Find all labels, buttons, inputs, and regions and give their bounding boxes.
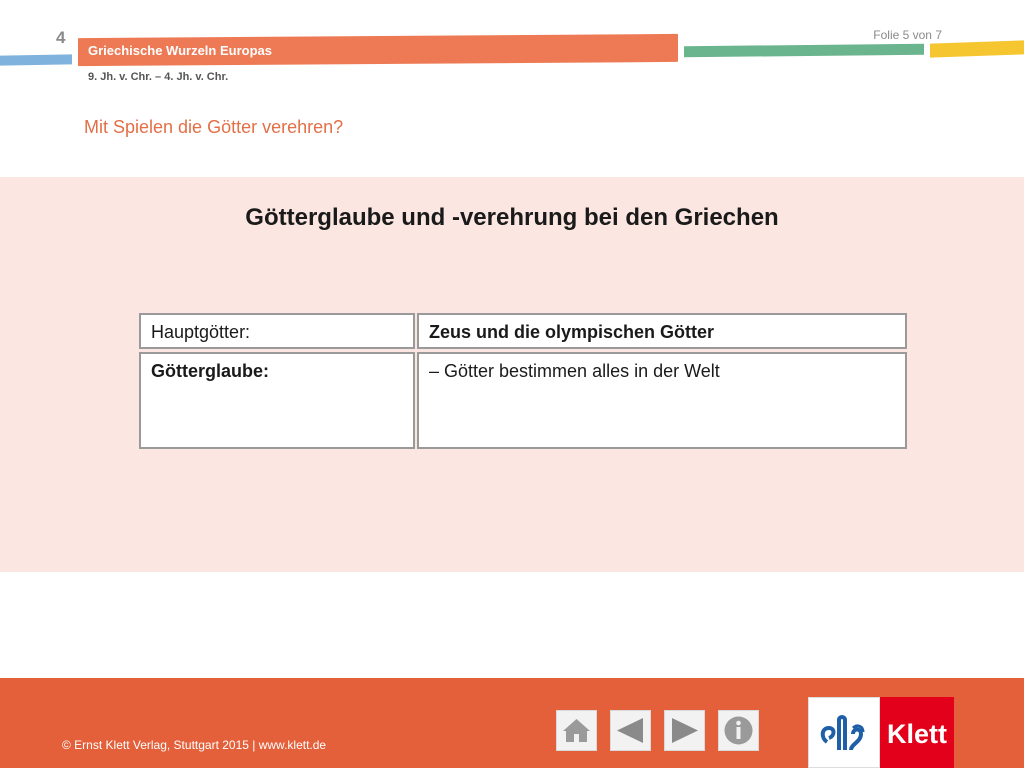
klett-logo[interactable]: [808, 697, 954, 768]
slide-question: Mit Spielen die Götter verehren?: [84, 117, 344, 137]
klett-emblem-icon: [808, 697, 880, 768]
content-panel: [0, 177, 1024, 572]
info-icon: [719, 711, 758, 750]
chapter-title: Griechische Wurzeln Europas: [88, 43, 272, 58]
copyright-text: © Ernst Klett Verlag, Stuttgart 2015 | www.klett.de: [62, 738, 327, 752]
table-cell-value: Zeus und die olympischen Götter: [417, 313, 907, 349]
home-icon: [557, 711, 596, 750]
decor-stripe-blue: [0, 54, 72, 65]
klett-wordmark: [880, 697, 954, 768]
previous-slide-button[interactable]: [610, 710, 651, 751]
next-slide-button[interactable]: [664, 710, 705, 751]
period-label: 9. Jh. v. Chr. – 4. Jh. v. Chr.: [88, 71, 229, 83]
panel-title: Götterglaube und -verehrung bei den Griechen: [245, 204, 779, 231]
table-cell-value: – Götter bestimmen alles in der Welt: [417, 352, 907, 449]
chapter-number: 4: [56, 28, 66, 47]
arrow-left-icon: [611, 711, 650, 750]
table-cell-label: Hauptgötter:: [139, 313, 415, 349]
info-button[interactable]: [718, 710, 759, 751]
slide-counter: Folie 5 von 7: [873, 28, 942, 42]
decor-stripe-yellow: [930, 40, 1024, 57]
info-table: [139, 313, 907, 452]
table-cell-label: Götterglaube:: [139, 352, 415, 449]
table-row: [139, 313, 907, 349]
logo-text: Klett: [887, 719, 947, 749]
arrow-right-icon: [665, 711, 704, 750]
footer-bar: [0, 678, 1024, 768]
table-row: [139, 352, 907, 449]
decor-stripe-green: [684, 44, 924, 58]
home-button[interactable]: [556, 710, 597, 751]
